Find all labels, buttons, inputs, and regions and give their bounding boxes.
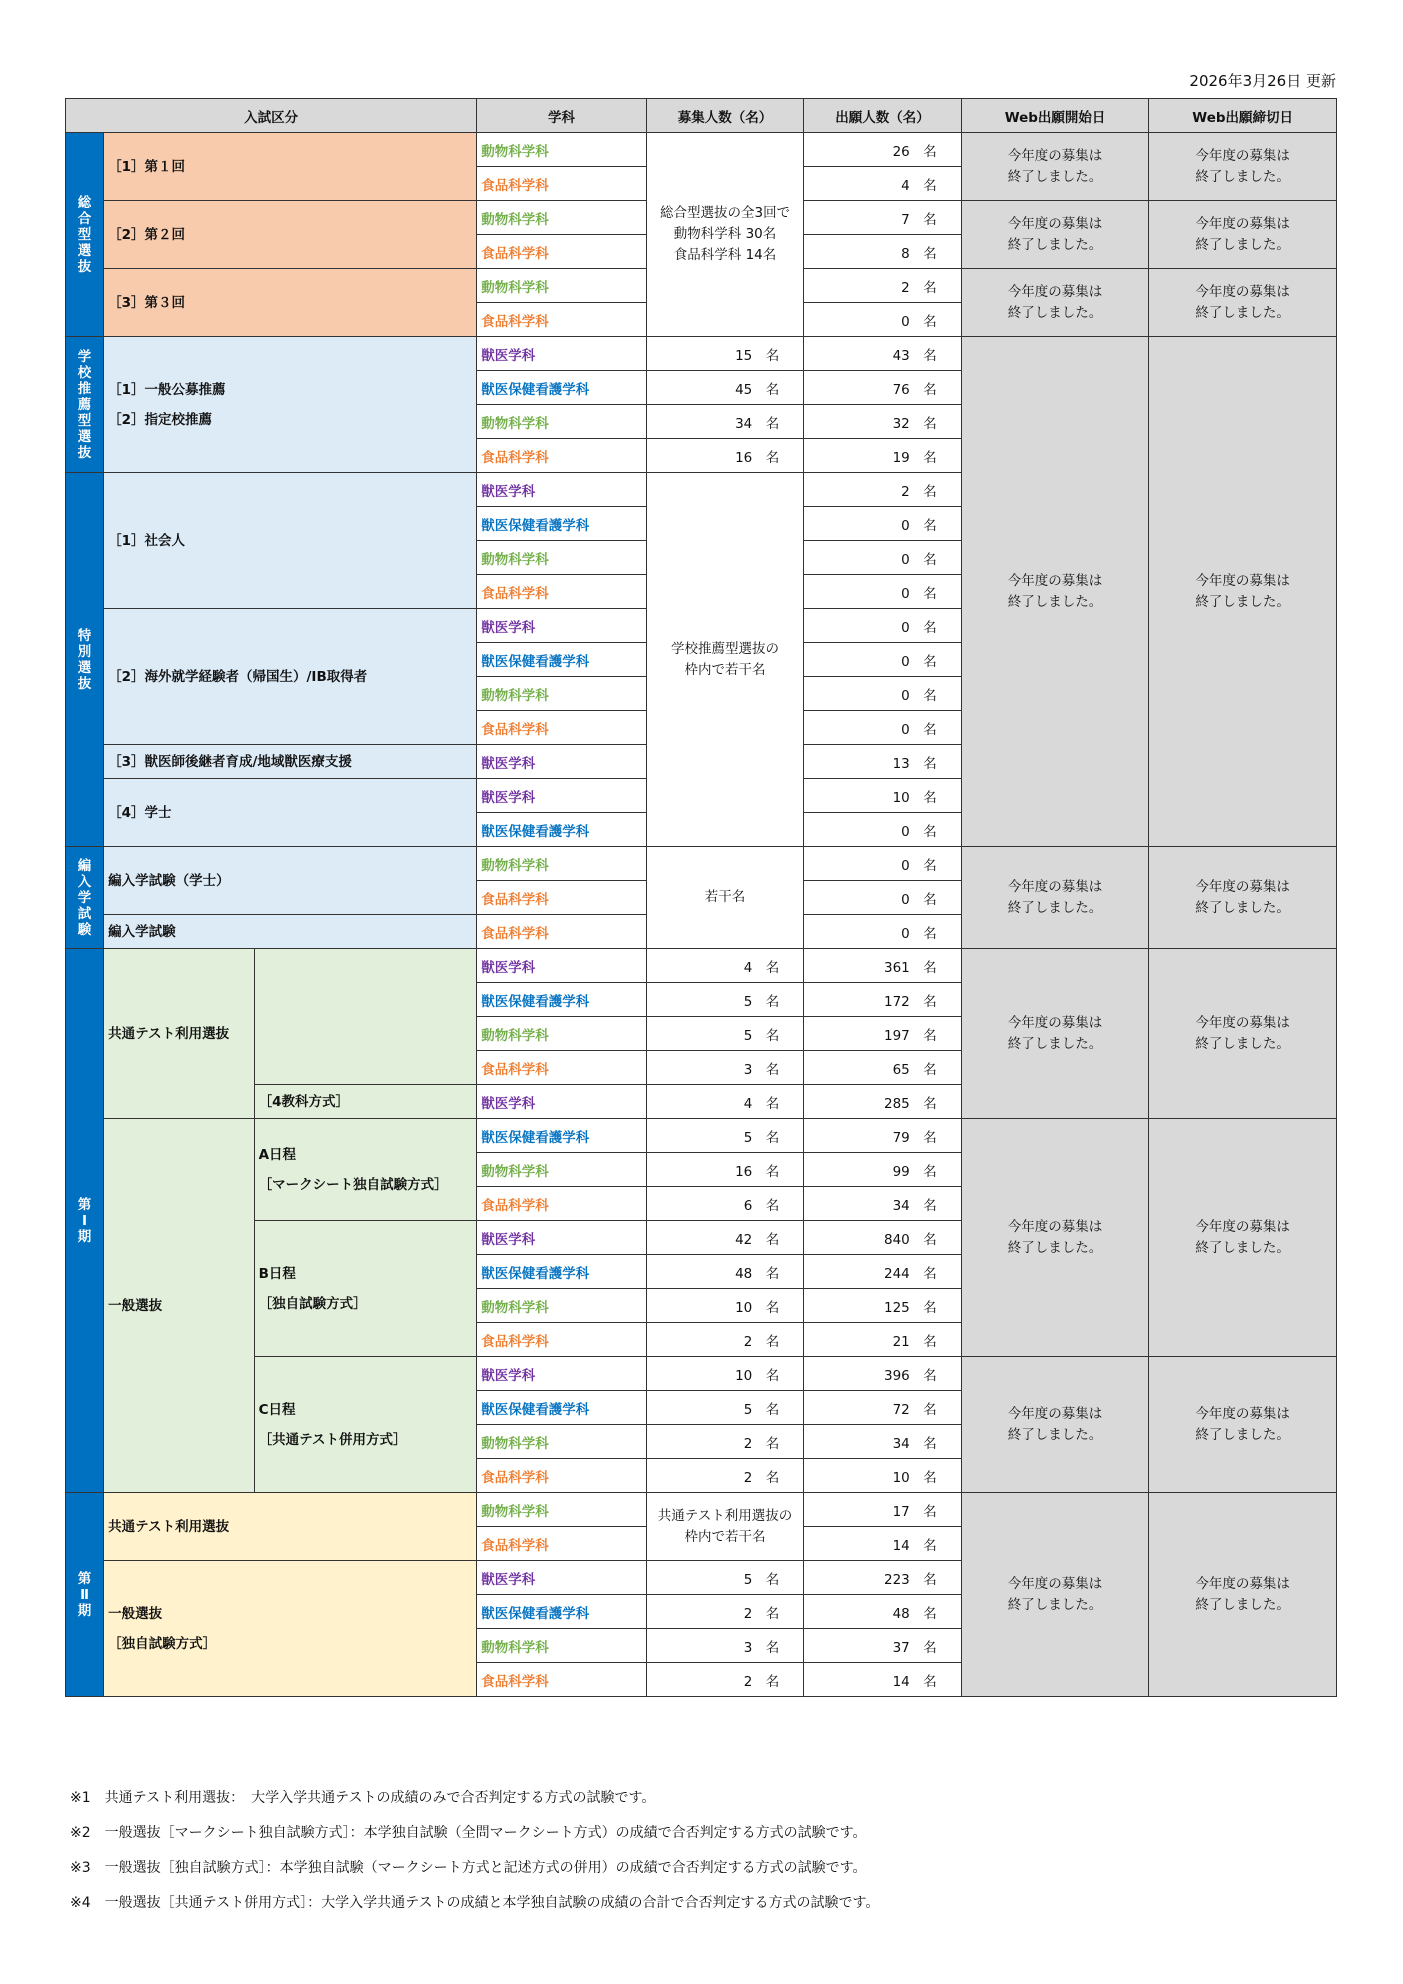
applicants-cell: 79 名 [804, 1119, 961, 1153]
dept-cell: 動物科学科 [477, 133, 647, 167]
capacity-cell: 45 名 [646, 371, 803, 405]
dept-cell: 獣医保健看護学科 [477, 371, 647, 405]
capacity-cell: 10 名 [646, 1289, 803, 1323]
capacity-cell: 2 名 [646, 1459, 803, 1493]
footnote-1: ※1 共通テスト利用選抜： 大学入学共通テストの成績のみで合否判定する方式の試験です。 [70, 1790, 656, 1806]
capacity-cell: 15 名 [646, 337, 803, 371]
applicants-cell: 32 名 [804, 405, 961, 439]
applicants-cell: 2 名 [804, 473, 961, 507]
dept-cell: 食品科学科 [477, 439, 647, 473]
applicants-cell: 72 名 [804, 1391, 961, 1425]
capacity-cell: 48 名 [646, 1255, 803, 1289]
category-sogo-1: ［1］第１回 [104, 133, 477, 201]
admission-table [65, 98, 1337, 1697]
dept-cell: 獣医学科 [477, 745, 647, 779]
applicants-cell: 99 名 [804, 1153, 961, 1187]
capacity-cell: 5 名 [646, 983, 803, 1017]
category-toku-4: ［4］学士 [104, 779, 477, 847]
category-toku-2: ［2］海外就学経験者（帰国生）/IB取得者 [104, 609, 477, 745]
applicants-cell: 37 名 [804, 1629, 961, 1663]
dept-cell: 動物科学科 [477, 1629, 647, 1663]
capacity-cell: 42 名 [646, 1221, 803, 1255]
capacity-cell: 3 名 [646, 1629, 803, 1663]
side-label-ki1: 第 Ⅰ 期 [66, 949, 104, 1493]
applicants-cell: 26 名 [804, 133, 961, 167]
dept-cell: 動物科学科 [477, 1425, 647, 1459]
capacity-cell: 4 名 [646, 1085, 803, 1119]
applicants-cell: 10 名 [804, 779, 961, 813]
capacity-note-sogo: 総合型選抜の全3回で 動物科学科 30名 食品科学科 14名 [646, 133, 803, 337]
category-hen-1: 編入学試験（学士） [104, 847, 477, 915]
side-label-gakko: 学 校 推 薦 型 選 抜 [66, 337, 104, 473]
dept-cell: 食品科学科 [477, 1663, 647, 1697]
web-end-cell: 今年度の募集は 終了しました。 [1149, 847, 1337, 949]
dept-cell: 食品科学科 [477, 1527, 647, 1561]
web-start-cell: 今年度の募集は 終了しました。 [961, 269, 1149, 337]
applicants-cell: 0 名 [804, 643, 961, 677]
applicants-cell: 0 名 [804, 711, 961, 745]
dept-cell: 獣医学科 [477, 1085, 647, 1119]
applicants-cell: 0 名 [804, 881, 961, 915]
footnotes [70, 1787, 879, 1927]
header-web-start: Web出願開始日 [961, 99, 1149, 133]
applicants-cell: 223 名 [804, 1561, 961, 1595]
category-hen-2: 編入学試験 [104, 915, 477, 949]
header-dept: 学科 [477, 99, 647, 133]
applicants-cell: 2 名 [804, 269, 961, 303]
schedule-c: C日程 ［共通テスト併用方式］ [254, 1357, 477, 1493]
capacity-cell: 6 名 [646, 1187, 803, 1221]
applicants-cell: 285 名 [804, 1085, 961, 1119]
web-start-cell: 今年度の募集は 終了しました。 [961, 133, 1149, 201]
capacity-note-toku: 学校推薦型選抜の 枠内で若干名 [646, 473, 803, 847]
dept-cell: 食品科学科 [477, 881, 647, 915]
applicants-cell: 17 名 [804, 1493, 961, 1527]
applicants-cell: 10 名 [804, 1459, 961, 1493]
applicants-cell: 0 名 [804, 813, 961, 847]
web-end-cell: 今年度の募集は 終了しました。 [1149, 337, 1337, 847]
dept-cell: 獣医保健看護学科 [477, 1119, 647, 1153]
dept-cell: 動物科学科 [477, 1493, 647, 1527]
applicants-cell: 0 名 [804, 507, 961, 541]
capacity-cell: 5 名 [646, 1017, 803, 1051]
applicants-cell: 34 名 [804, 1425, 961, 1459]
dept-cell: 獣医保健看護学科 [477, 1255, 647, 1289]
category-sogo-2: ［2］第２回 [104, 201, 477, 269]
web-start-cell: 今年度の募集は 終了しました。 [961, 1119, 1149, 1357]
dept-cell: 獣医学科 [477, 1221, 647, 1255]
capacity-cell: 10 名 [646, 1357, 803, 1391]
header-applicants: 出願人数（名） [804, 99, 961, 133]
applicants-cell: 43 名 [804, 337, 961, 371]
web-start-cell: 今年度の募集は 終了しました。 [961, 337, 1149, 847]
applicants-cell: 14 名 [804, 1527, 961, 1561]
web-end-cell: 今年度の募集は 終了しました。 [1149, 949, 1337, 1119]
applicants-cell: 197 名 [804, 1017, 961, 1051]
dept-cell: 獣医学科 [477, 337, 647, 371]
category-ippan-1: 一般選抜 [104, 1119, 254, 1493]
dept-cell: 動物科学科 [477, 541, 647, 575]
capacity-cell: 2 名 [646, 1663, 803, 1697]
applicants-cell: 48 名 [804, 1595, 961, 1629]
dept-cell: 食品科学科 [477, 1187, 647, 1221]
applicants-cell: 76 名 [804, 371, 961, 405]
updated-date: 2026年3月26日 更新 [1189, 72, 1336, 90]
dept-cell: 食品科学科 [477, 303, 647, 337]
footnote-2: ※2 一般選抜［マークシート独自試験方式］：本学独自試験（全問マークシート方式）の成績で合否判定する方式の試験です。 [70, 1825, 867, 1841]
applicants-cell: 4 名 [804, 167, 961, 201]
applicants-cell: 34 名 [804, 1187, 961, 1221]
web-start-cell: 今年度の募集は 終了しました。 [961, 1357, 1149, 1493]
category-ippan-2: 一般選抜 ［独自試験方式］ [104, 1561, 477, 1697]
capacity-cell: 16 名 [646, 439, 803, 473]
dept-cell: 食品科学科 [477, 915, 647, 949]
side-label-ki2: 第 Ⅱ 期 [66, 1493, 104, 1697]
dept-cell: 動物科学科 [477, 201, 647, 235]
dept-cell: 獣医保健看護学科 [477, 813, 647, 847]
web-end-cell: 今年度の募集は 終了しました。 [1149, 201, 1337, 269]
header-capacity: 募集人数（名） [646, 99, 803, 133]
header-web-end: Web出願締切日 [1149, 99, 1337, 133]
dept-cell: 獣医保健看護学科 [477, 507, 647, 541]
applicants-cell: 0 名 [804, 915, 961, 949]
capacity-cell: 3 名 [646, 1051, 803, 1085]
dept-cell: 食品科学科 [477, 235, 647, 269]
applicants-cell: 0 名 [804, 303, 961, 337]
dept-cell: 獣医学科 [477, 779, 647, 813]
footnote-3: ※3 一般選抜［独自試験方式］：本学独自試験（マークシート方式と記述方式の併用）の成績で合否判定する方式の試験です。 [70, 1860, 867, 1876]
category-gakko: ［1］一般公募推薦 ［2］指定校推薦 [104, 337, 477, 473]
dept-cell: 獣医保健看護学科 [477, 643, 647, 677]
dept-cell: 動物科学科 [477, 677, 647, 711]
applicants-cell: 244 名 [804, 1255, 961, 1289]
kyotsu-sub-blank [254, 949, 477, 1085]
capacity-cell: 2 名 [646, 1595, 803, 1629]
dept-cell: 動物科学科 [477, 1153, 647, 1187]
dept-cell: 獣医保健看護学科 [477, 983, 647, 1017]
applicants-cell: 0 名 [804, 609, 961, 643]
web-start-cell: 今年度の募集は 終了しました。 [961, 201, 1149, 269]
kyotsu-4kyoka: ［4教科方式］ [254, 1085, 477, 1119]
capacity-cell: 5 名 [646, 1391, 803, 1425]
applicants-cell: 0 名 [804, 575, 961, 609]
capacity-cell: 2 名 [646, 1323, 803, 1357]
dept-cell: 食品科学科 [477, 575, 647, 609]
category-toku-3: ［3］獣医師後継者育成/地域獣医療支援 [104, 745, 477, 779]
web-end-cell: 今年度の募集は 終了しました。 [1149, 1493, 1337, 1697]
dept-cell: 食品科学科 [477, 1323, 647, 1357]
applicants-cell: 0 名 [804, 541, 961, 575]
dept-cell: 食品科学科 [477, 1459, 647, 1493]
side-label-hennyu: 編 入 学 試 験 [66, 847, 104, 949]
dept-cell: 獣医保健看護学科 [477, 1391, 647, 1425]
web-end-cell: 今年度の募集は 終了しました。 [1149, 1357, 1337, 1493]
schedule-b: B日程 ［独自試験方式］ [254, 1221, 477, 1357]
web-start-cell: 今年度の募集は 終了しました。 [961, 949, 1149, 1119]
applicants-cell: 361 名 [804, 949, 961, 983]
category-kyotsu-1: 共通テスト利用選抜 [104, 949, 254, 1119]
applicants-cell: 840 名 [804, 1221, 961, 1255]
capacity-note-hen: 若干名 [646, 847, 803, 949]
applicants-cell: 65 名 [804, 1051, 961, 1085]
dept-cell: 動物科学科 [477, 1289, 647, 1323]
web-start-cell: 今年度の募集は 終了しました。 [961, 1493, 1149, 1697]
applicants-cell: 7 名 [804, 201, 961, 235]
web-end-cell: 今年度の募集は 終了しました。 [1149, 133, 1337, 201]
web-start-cell: 今年度の募集は 終了しました。 [961, 847, 1149, 949]
dept-cell: 食品科学科 [477, 167, 647, 201]
capacity-note-kyotsu2: 共通テスト利用選抜の 枠内で若干名 [646, 1493, 803, 1561]
schedule-a: A日程 ［マークシート独自試験方式］ [254, 1119, 477, 1221]
dept-cell: 獣医学科 [477, 473, 647, 507]
applicants-cell: 0 名 [804, 677, 961, 711]
side-label-tokubetsu: 特 別 選 抜 [66, 473, 104, 847]
applicants-cell: 19 名 [804, 439, 961, 473]
applicants-cell: 396 名 [804, 1357, 961, 1391]
side-label-sogo: 総 合 型 選 抜 [66, 133, 104, 337]
capacity-cell: 2 名 [646, 1425, 803, 1459]
dept-cell: 動物科学科 [477, 1017, 647, 1051]
dept-cell: 動物科学科 [477, 847, 647, 881]
applicants-cell: 0 名 [804, 847, 961, 881]
applicants-cell: 14 名 [804, 1663, 961, 1697]
web-end-cell: 今年度の募集は 終了しました。 [1149, 269, 1337, 337]
capacity-cell: 34 名 [646, 405, 803, 439]
capacity-cell: 5 名 [646, 1561, 803, 1595]
category-kyotsu-2: 共通テスト利用選抜 [104, 1493, 477, 1561]
applicants-cell: 172 名 [804, 983, 961, 1017]
dept-cell: 食品科学科 [477, 711, 647, 745]
dept-cell: 動物科学科 [477, 405, 647, 439]
dept-cell: 獣医学科 [477, 1357, 647, 1391]
footnote-4: ※4 一般選抜［共通テスト併用方式］：大学入学共通テストの成績と本学独自試験の成績の合計で合否判定する方式の試験です。 [70, 1895, 880, 1911]
applicants-cell: 8 名 [804, 235, 961, 269]
applicants-cell: 21 名 [804, 1323, 961, 1357]
dept-cell: 獣医学科 [477, 949, 647, 983]
dept-cell: 獣医学科 [477, 1561, 647, 1595]
category-toku-1: ［1］社会人 [104, 473, 477, 609]
category-sogo-3: ［3］第３回 [104, 269, 477, 337]
capacity-cell: 16 名 [646, 1153, 803, 1187]
dept-cell: 食品科学科 [477, 1051, 647, 1085]
capacity-cell: 4 名 [646, 949, 803, 983]
applicants-cell: 13 名 [804, 745, 961, 779]
dept-cell: 獣医学科 [477, 609, 647, 643]
capacity-cell: 5 名 [646, 1119, 803, 1153]
web-end-cell: 今年度の募集は 終了しました。 [1149, 1119, 1337, 1357]
applicants-cell: 125 名 [804, 1289, 961, 1323]
header-category: 入試区分 [66, 99, 477, 133]
dept-cell: 獣医保健看護学科 [477, 1595, 647, 1629]
header-row [66, 99, 1337, 133]
dept-cell: 動物科学科 [477, 269, 647, 303]
